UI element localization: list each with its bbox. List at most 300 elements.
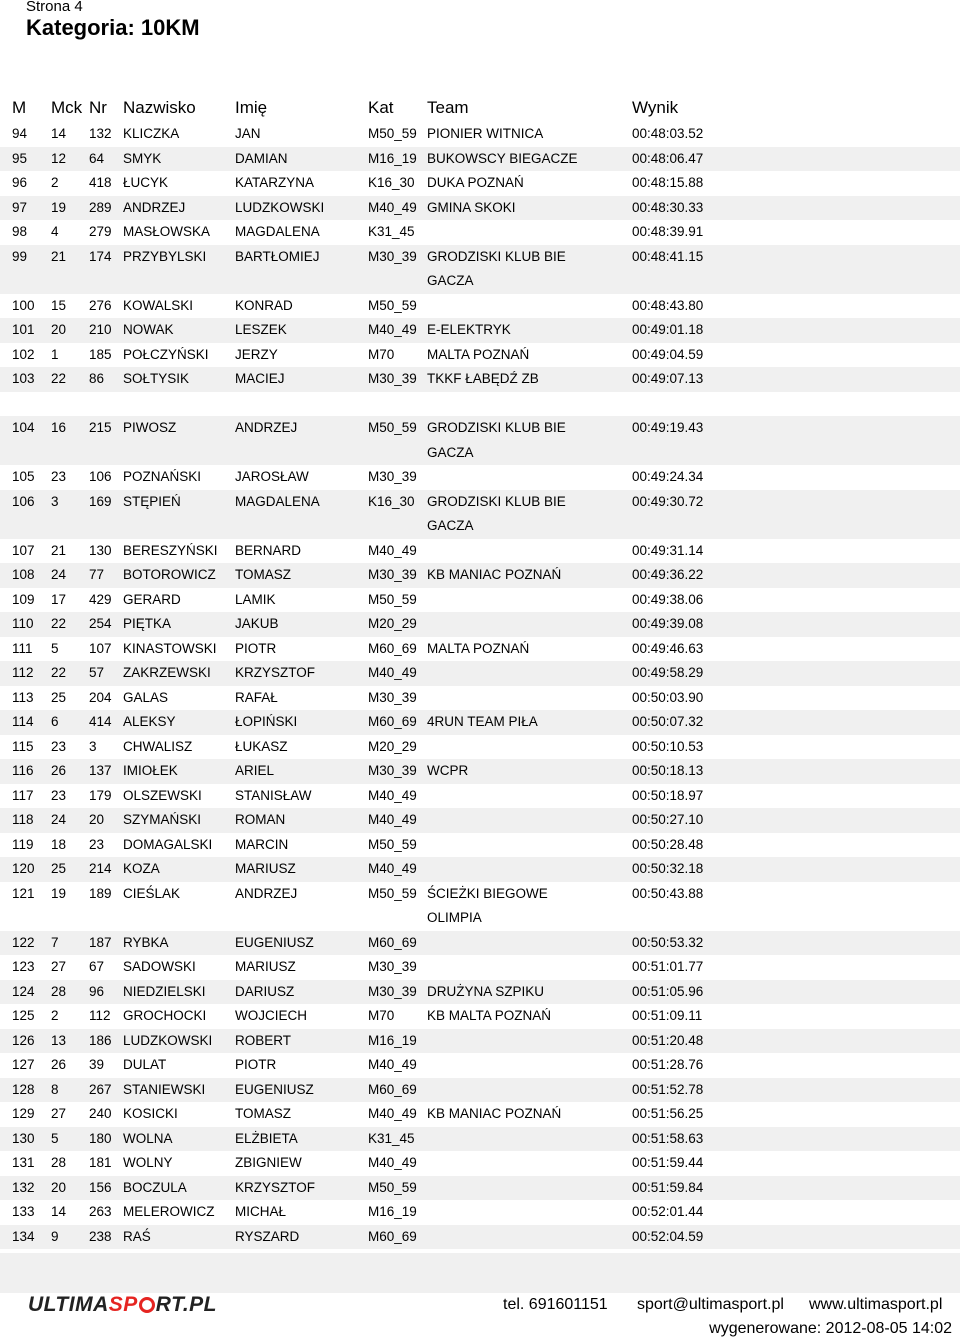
cell-kat: M40_49 — [368, 1155, 417, 1170]
cell-nazwisko: PIWOSZ — [123, 420, 177, 435]
cell-nr: 186 — [89, 1032, 112, 1048]
cell-nr: 210 — [89, 322, 112, 337]
cell-mck: 8 — [51, 1081, 59, 1097]
cell-team: KB MALTA POZNAŃ — [427, 1008, 552, 1023]
cell-imie: ARIEL — [235, 763, 275, 778]
cell-kat: M60_69 — [368, 934, 417, 950]
cell-nr: 64 — [89, 150, 105, 166]
cell-m: 104 — [12, 420, 35, 435]
cell-imie: LAMIK — [235, 591, 276, 607]
cell-imie: ROBERT — [235, 1032, 292, 1048]
cell-wynik: 00:51:09.11 — [632, 1008, 703, 1023]
cell-m: 131 — [12, 1155, 35, 1170]
table-row — [0, 1078, 960, 1103]
cell-m: 118 — [12, 812, 34, 827]
table-row — [0, 759, 960, 784]
cell-kat: M16_19 — [368, 150, 417, 166]
cell-nr: 169 — [89, 493, 112, 509]
cell-mck: 28 — [51, 983, 67, 999]
cell-mck: 23 — [51, 469, 67, 484]
footer-email[interactable]: sport@ultimasport.pl — [637, 1296, 784, 1313]
results-table — [0, 122, 960, 1249]
table-row — [0, 294, 960, 319]
cell-nr: 214 — [89, 861, 112, 876]
cell-nazwisko: CIEŚLAK — [123, 885, 181, 901]
cell-nazwisko: ALEKSY — [123, 714, 176, 729]
table-row — [0, 735, 960, 760]
cell-imie: JERZY — [235, 346, 278, 362]
cell-mck: 13 — [51, 1032, 67, 1048]
cell-wynik: 00:50:03.90 — [632, 689, 704, 705]
cell-mck: 2 — [51, 175, 59, 190]
table-row — [0, 1176, 960, 1201]
cell-mck: 15 — [51, 297, 67, 313]
cell-mck: 3 — [51, 493, 59, 509]
cell-nr: 179 — [89, 787, 112, 803]
cell-wynik: 00:48:03.52 — [632, 126, 704, 141]
table-row — [0, 245, 960, 294]
cell-nazwisko: KINASTOWSKI — [123, 640, 217, 656]
cell-imie: TOMASZ — [235, 567, 292, 582]
cell-m: 121 — [12, 885, 35, 901]
cell-mck: 22 — [51, 665, 67, 680]
cell-nr: 414 — [89, 714, 112, 729]
header-kat: Kat — [368, 98, 394, 117]
cell-m: 99 — [12, 248, 28, 264]
cell-nr: 57 — [89, 665, 105, 680]
cell-m: 98 — [12, 224, 28, 239]
cell-team: GRODZISKI KLUB BIE GACZA — [427, 493, 566, 533]
cell-mck: 25 — [51, 689, 67, 705]
cell-imie: RAFAŁ — [235, 689, 278, 705]
cell-mck: 27 — [51, 1106, 67, 1121]
cell-nr: 130 — [89, 542, 112, 558]
cell-nazwisko: OLSZEWSKI — [123, 787, 202, 803]
cell-imie: STANISŁAW — [235, 787, 312, 803]
cell-nazwisko: BERESZYŃSKI — [123, 542, 218, 558]
table-row — [0, 1127, 960, 1152]
table-row — [0, 171, 960, 196]
cell-m: 130 — [12, 1130, 35, 1146]
cell-kat: M60_69 — [368, 714, 417, 729]
footer-band — [0, 1253, 960, 1293]
cell-nazwisko: RAŚ — [123, 1228, 151, 1244]
table-row — [0, 539, 960, 564]
cell-wynik: 00:49:46.63 — [632, 640, 704, 656]
cell-kat: M50_59 — [368, 126, 417, 141]
cell-wynik: 00:51:28.76 — [632, 1057, 704, 1072]
cell-imie: TOMASZ — [235, 1106, 292, 1121]
page-label: Strona 4 — [26, 0, 83, 15]
cell-kat: M30_39 — [368, 689, 417, 705]
cell-wynik: 00:52:01.44 — [632, 1204, 704, 1219]
cell-imie: KRZYSZTOF — [235, 1179, 316, 1195]
table-row — [0, 784, 960, 809]
cell-nazwisko: MELEROWICZ — [123, 1204, 215, 1219]
cell-imie: LESZEK — [235, 322, 287, 337]
cell-nr: 132 — [89, 126, 112, 141]
cell-mck: 14 — [51, 1204, 67, 1219]
cell-wynik: 00:50:27.10 — [632, 812, 704, 827]
cell-wynik: 00:50:07.32 — [632, 714, 704, 729]
cell-kat: M60_69 — [368, 1081, 417, 1097]
cell-m: 97 — [12, 199, 28, 215]
cell-team: BUKOWSCY BIEGACZE — [427, 150, 578, 166]
table-row — [0, 220, 960, 245]
cell-nazwisko: KLICZKA — [123, 126, 180, 141]
category-title: Kategoria: 10KM — [26, 15, 200, 40]
table-row — [0, 416, 960, 465]
cell-nr: 289 — [89, 199, 112, 215]
cell-kat: M40_49 — [368, 322, 417, 337]
cell-kat: M70 — [368, 346, 395, 362]
table-row — [0, 122, 960, 147]
cell-nr: 204 — [89, 689, 112, 705]
cell-wynik: 00:52:04.59 — [632, 1228, 704, 1244]
cell-wynik: 00:51:20.48 — [632, 1032, 704, 1048]
cell-imie: EUGENIUSZ — [235, 1081, 314, 1097]
cell-imie: JAN — [235, 126, 261, 141]
cell-wynik: 00:48:06.47 — [632, 150, 704, 166]
cell-team: KB MANIAC POZNAŃ — [427, 567, 562, 582]
cell-nr: 96 — [89, 983, 105, 999]
cell-kat: M50_59 — [368, 1179, 417, 1195]
cell-m: 96 — [12, 175, 28, 190]
cell-wynik: 00:50:32.18 — [632, 861, 704, 876]
cell-m: 127 — [12, 1057, 35, 1072]
cell-m: 128 — [12, 1081, 35, 1097]
cell-m: 134 — [12, 1228, 35, 1244]
cell-mck: 20 — [51, 322, 67, 337]
logo-text-3: RT.PL — [155, 1293, 218, 1316]
logo-text-1: ULTIMA — [28, 1293, 109, 1316]
cell-kat: M30_39 — [368, 567, 417, 582]
cell-imie: LUDZKOWSKI — [235, 199, 325, 215]
cell-kat: K31_45 — [368, 1130, 415, 1146]
cell-wynik: 00:51:52.78 — [632, 1081, 704, 1097]
cell-m: 132 — [12, 1179, 35, 1195]
cell-nr: 279 — [89, 224, 112, 239]
cell-nazwisko: SADOWSKI — [123, 959, 196, 974]
cell-nazwisko: CHWALISZ — [123, 738, 193, 754]
cell-wynik: 00:49:30.72 — [632, 493, 704, 509]
cell-team: MALTA POZNAŃ — [427, 640, 530, 656]
cell-nazwisko: GROCHOCKI — [123, 1008, 207, 1023]
cell-wynik: 00:48:41.15 — [632, 248, 704, 264]
cell-wynik: 00:50:28.48 — [632, 836, 704, 852]
cell-kat: M40_49 — [368, 787, 417, 803]
cell-kat: M40_49 — [368, 1106, 417, 1121]
cell-m: 117 — [12, 787, 34, 803]
table-row — [0, 196, 960, 221]
table-row — [0, 833, 960, 858]
cell-m: 95 — [12, 150, 28, 166]
cell-mck: 21 — [51, 542, 67, 558]
cell-wynik: 00:51:58.63 — [632, 1130, 704, 1146]
cell-imie: MARIUSZ — [235, 861, 296, 876]
table-row — [0, 343, 960, 368]
cell-imie: MACIEJ — [235, 371, 285, 386]
cell-imie: BERNARD — [235, 542, 302, 558]
cell-nr: 215 — [89, 420, 112, 435]
table-row — [0, 931, 960, 956]
cell-m: 120 — [12, 861, 35, 876]
cell-nazwisko: PRZYBYLSKI — [123, 248, 207, 264]
cell-nr: 156 — [89, 1179, 112, 1195]
table-row — [0, 1102, 960, 1127]
cell-imie: KATARZYNA — [235, 175, 315, 190]
cell-imie: MAGDALENA — [235, 224, 320, 239]
cell-wynik: 00:51:56.25 — [632, 1106, 704, 1121]
cell-m: 102 — [12, 346, 35, 362]
cell-m: 126 — [12, 1032, 35, 1048]
cell-nazwisko: STANIEWSKI — [123, 1081, 206, 1097]
cell-imie: MICHAŁ — [235, 1204, 287, 1219]
cell-team: WCPR — [427, 763, 469, 778]
cell-nazwisko: POŁCZYŃSKI — [123, 346, 209, 362]
cell-kat: M30_39 — [368, 371, 417, 386]
cell-nr: 77 — [89, 567, 105, 582]
cell-nazwisko: LUDZKOWSKI — [123, 1032, 213, 1048]
cell-wynik: 00:49:36.22 — [632, 567, 704, 582]
cell-mck: 5 — [51, 1130, 59, 1146]
cell-nr: 254 — [89, 616, 112, 631]
cell-m: 101 — [12, 322, 35, 337]
cell-m: 107 — [12, 542, 35, 558]
table-row — [0, 1225, 960, 1250]
cell-wynik: 00:48:30.33 — [632, 199, 704, 215]
cell-nazwisko: DULAT — [123, 1057, 167, 1072]
logo-text-2: SP — [108, 1293, 138, 1316]
cell-m: 94 — [12, 126, 28, 141]
cell-team: DUKA POZNAŃ — [427, 175, 524, 190]
cell-mck: 6 — [51, 714, 59, 729]
table-row — [0, 588, 960, 613]
cell-kat: M30_39 — [368, 763, 417, 778]
cell-nazwisko: DOMAGALSKI — [123, 836, 213, 852]
cell-nr: 180 — [89, 1130, 112, 1146]
cell-mck: 5 — [51, 640, 59, 656]
cell-mck: 2 — [51, 1008, 59, 1023]
cell-mck: 16 — [51, 420, 67, 435]
cell-m: 109 — [12, 591, 35, 607]
cell-wynik: 00:50:18.97 — [632, 787, 704, 803]
header-m: M — [12, 98, 27, 117]
cell-m: 103 — [12, 371, 35, 386]
cell-mck: 19 — [51, 199, 67, 215]
cell-kat: M30_39 — [368, 469, 417, 484]
cell-mck: 24 — [51, 812, 67, 827]
cell-imie: PIOTR — [235, 640, 277, 656]
cell-nr: 276 — [89, 297, 112, 313]
cell-nr: 20 — [89, 812, 105, 827]
cell-mck: 23 — [51, 787, 67, 803]
cell-kat: K16_30 — [368, 175, 415, 190]
cell-m: 108 — [12, 567, 35, 582]
header-nr: Nr — [89, 98, 107, 117]
cell-m: 133 — [12, 1204, 35, 1219]
logo-o-icon — [139, 1297, 155, 1313]
cell-kat: M50_59 — [368, 591, 417, 607]
cell-kat: M40_49 — [368, 199, 417, 215]
cell-kat: M40_49 — [368, 1057, 417, 1072]
cell-m: 111 — [12, 640, 33, 656]
table-row — [0, 465, 960, 490]
table-row — [0, 1029, 960, 1054]
cell-nr: 238 — [89, 1228, 112, 1244]
cell-kat: M60_69 — [368, 1228, 417, 1244]
table-row — [0, 710, 960, 735]
cell-nr: 67 — [89, 959, 105, 974]
cell-nr: 3 — [89, 738, 97, 754]
table-row — [0, 1053, 960, 1078]
cell-team: KB MANIAC POZNAŃ — [427, 1106, 562, 1121]
cell-nazwisko: WOLNA — [123, 1130, 173, 1146]
cell-mck: 9 — [51, 1228, 59, 1244]
footer-phone: tel. 691601151 — [503, 1296, 608, 1313]
cell-nr: 107 — [89, 640, 112, 656]
cell-m: 112 — [12, 665, 34, 680]
cell-m: 105 — [12, 469, 35, 484]
header-nazwisko: Nazwisko — [123, 98, 196, 117]
cell-wynik: 00:49:04.59 — [632, 346, 704, 362]
cell-nazwisko: GALAS — [123, 689, 169, 705]
cell-wynik: 00:51:59.84 — [632, 1179, 704, 1195]
cell-nazwisko: KOSICKI — [123, 1106, 178, 1121]
cell-kat: M30_39 — [368, 959, 417, 974]
cell-nazwisko: RYBKA — [123, 934, 169, 950]
cell-nr: 86 — [89, 371, 105, 386]
cell-nazwisko: BOCZULA — [123, 1179, 187, 1195]
cell-nr: 181 — [89, 1155, 112, 1170]
cell-nr: 137 — [89, 763, 112, 778]
cell-imie: KRZYSZTOF — [235, 665, 316, 680]
cell-wynik: 00:49:19.43 — [632, 420, 704, 435]
cell-kat: K31_45 — [368, 224, 415, 239]
cell-nazwisko: KOWALSKI — [123, 297, 194, 313]
table-row — [0, 661, 960, 686]
cell-nr: 263 — [89, 1204, 112, 1219]
table-row — [0, 686, 960, 711]
cell-wynik: 00:50:18.13 — [632, 763, 704, 778]
cell-mck: 21 — [51, 248, 67, 264]
cell-kat: M50_59 — [368, 885, 417, 901]
table-row — [0, 367, 960, 392]
table-row — [0, 147, 960, 172]
cell-mck: 1 — [51, 346, 59, 362]
cell-imie: RYSZARD — [235, 1228, 300, 1244]
cell-mck: 4 — [51, 224, 59, 239]
cell-mck: 22 — [51, 616, 67, 631]
cell-m: 114 — [12, 714, 34, 729]
cell-mck: 20 — [51, 1179, 67, 1195]
cell-nr: 39 — [89, 1057, 105, 1072]
cell-wynik: 00:50:53.32 — [632, 934, 704, 950]
cell-kat: M50_59 — [368, 420, 417, 435]
cell-nazwisko: BOTOROWICZ — [123, 567, 216, 582]
cell-imie: ŁUKASZ — [235, 738, 288, 754]
table-row — [0, 612, 960, 637]
cell-nr: 418 — [89, 175, 112, 190]
cell-m: 113 — [12, 689, 34, 705]
cell-kat: M30_39 — [368, 248, 417, 264]
cell-mck: 14 — [51, 126, 67, 141]
table-row — [0, 955, 960, 980]
cell-mck: 24 — [51, 567, 67, 582]
footer-website[interactable]: www.ultimasport.pl — [809, 1296, 943, 1313]
cell-imie: ANDRZEJ — [235, 420, 298, 435]
cell-m: 100 — [12, 297, 35, 313]
cell-wynik: 00:49:07.13 — [632, 371, 704, 386]
cell-mck: 27 — [51, 959, 67, 974]
cell-nazwisko: KOZA — [123, 861, 160, 876]
table-row — [0, 980, 960, 1005]
cell-nr: 174 — [89, 248, 112, 264]
cell-wynik: 00:49:01.18 — [632, 322, 704, 337]
header-team: Team — [427, 98, 469, 117]
cell-m: 110 — [12, 616, 34, 631]
cell-nazwisko: POZNAŃSKI — [123, 469, 202, 484]
cell-team: GMINA SKOKI — [427, 199, 516, 215]
cell-imie: KONRAD — [235, 297, 293, 313]
cell-team: DRUŻYNA SZPIKU — [427, 983, 545, 999]
cell-nazwisko: MASŁOWSKA — [123, 224, 211, 239]
cell-mck: 28 — [51, 1155, 67, 1170]
cell-mck: 7 — [51, 934, 59, 950]
cell-mck: 12 — [51, 150, 67, 166]
cell-kat: M40_49 — [368, 861, 417, 876]
cell-imie: EUGENIUSZ — [235, 934, 314, 950]
cell-kat: M40_49 — [368, 665, 417, 680]
cell-team: TKKF ŁABĘDŹ ZB — [427, 371, 539, 386]
cell-kat: M40_49 — [368, 542, 417, 558]
cell-nr: 106 — [89, 469, 112, 484]
cell-m: 123 — [12, 959, 35, 974]
cell-nazwisko: ŁUCYK — [123, 175, 169, 190]
cell-nazwisko: NIEDZIELSKI — [123, 983, 206, 999]
cell-imie: JAKUB — [235, 616, 279, 631]
cell-nr: 429 — [89, 591, 112, 607]
cell-m: 129 — [12, 1106, 35, 1121]
cell-imie: PIOTR — [235, 1057, 277, 1072]
cell-mck: 17 — [51, 591, 67, 607]
cell-kat: M16_19 — [368, 1204, 417, 1219]
cell-nr: 23 — [89, 836, 105, 852]
cell-imie: JAROSŁAW — [235, 469, 309, 484]
cell-team: MALTA POZNAŃ — [427, 346, 530, 362]
table-row — [0, 808, 960, 833]
cell-m: 124 — [12, 983, 35, 999]
ultimasport-logo — [28, 1295, 268, 1315]
cell-mck: 22 — [51, 371, 67, 386]
cell-nr: 187 — [89, 934, 112, 950]
header-imie: Imię — [235, 98, 268, 117]
cell-kat: M50_59 — [368, 297, 417, 313]
cell-imie: ZBIGNIEW — [235, 1155, 302, 1170]
header-wynik: Wynik — [632, 98, 679, 117]
cell-kat: M70 — [368, 1008, 395, 1023]
table-row — [0, 882, 960, 931]
cell-m: 125 — [12, 1008, 35, 1023]
cell-kat: M16_19 — [368, 1032, 417, 1048]
cell-imie: MAGDALENA — [235, 493, 320, 509]
table-row — [0, 490, 960, 539]
cell-nazwisko: ANDRZEJ — [123, 199, 186, 215]
cell-wynik: 00:50:10.53 — [632, 738, 704, 754]
cell-mck: 25 — [51, 861, 67, 876]
cell-nazwisko: GERARD — [123, 591, 181, 607]
cell-nr: 267 — [89, 1081, 112, 1097]
